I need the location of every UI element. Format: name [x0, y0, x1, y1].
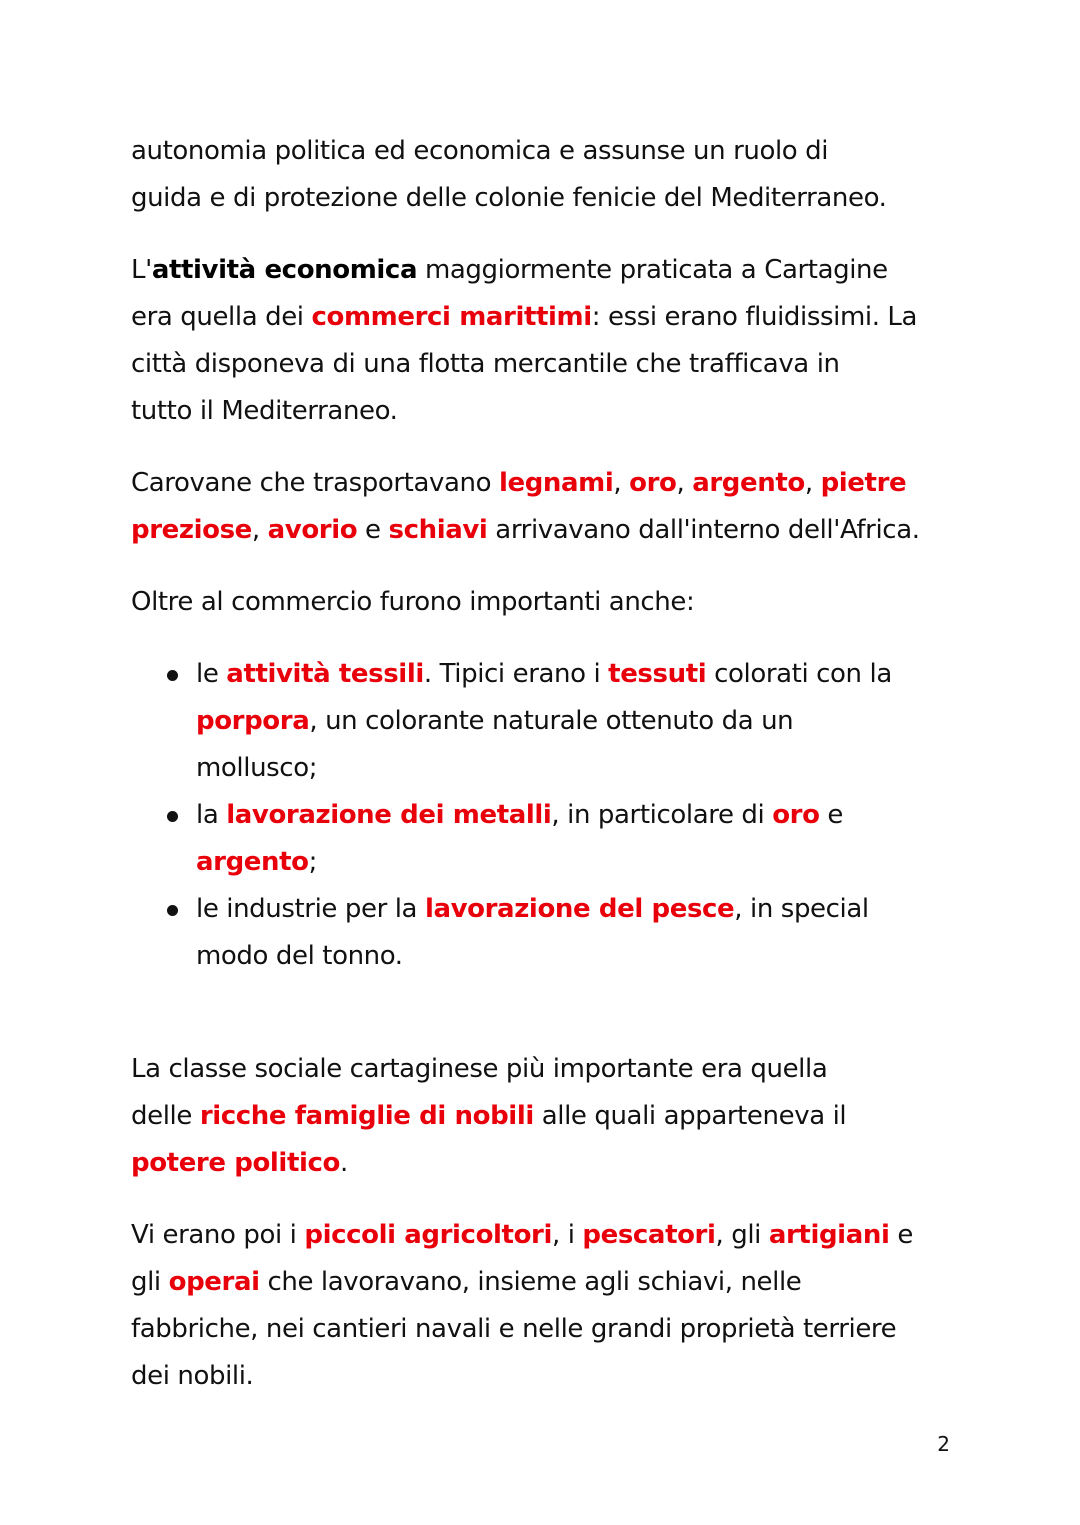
list-item	[131, 886, 951, 980]
text-line	[196, 839, 951, 886]
text-line	[131, 1093, 951, 1140]
text-line: guida e di protezione delle colonie fenicie del Mediterraneo.	[131, 183, 887, 213]
text-line	[196, 886, 951, 933]
text-line	[131, 1140, 951, 1187]
document-page	[131, 128, 951, 1425]
text-run: ,	[676, 468, 693, 498]
list-item	[131, 792, 951, 886]
highlight-term: operai	[168, 1267, 260, 1297]
text-run: e	[889, 1220, 913, 1250]
text-line	[196, 651, 951, 698]
text-run: L'	[131, 255, 152, 285]
text-run: delle	[131, 1101, 200, 1131]
text-run: , in particolare di	[551, 800, 773, 830]
paragraph-vi-erano	[131, 1212, 951, 1400]
text-line	[131, 1212, 951, 1259]
text-line	[196, 698, 951, 745]
highlight-term: legnami	[498, 468, 614, 498]
spacer	[131, 980, 951, 1046]
text-run: , un colorante naturale ottenuto da un	[309, 706, 794, 736]
highlight-term: argento	[692, 468, 805, 498]
text-line: città disponeva di una flotta mercantile che trafficava in	[131, 349, 840, 379]
text-run: , gli	[715, 1220, 769, 1250]
text-run: ,	[804, 468, 821, 498]
text-run: gli	[131, 1267, 169, 1297]
text-line: dei nobili.	[131, 1361, 254, 1391]
highlight-term: oro	[629, 468, 677, 498]
text-run: era quella dei	[131, 302, 312, 332]
text-run: che lavoravano, insieme agli schiavi, nelle	[259, 1267, 802, 1297]
text-run: ;	[308, 847, 317, 877]
highlight-term: oro	[772, 800, 820, 830]
text-run: , in special	[734, 894, 869, 924]
paragraph-oltre	[131, 579, 951, 626]
text-run: Carovane che trasportavano	[131, 468, 499, 498]
text-line: La classe sociale cartaginese più importante era quella	[131, 1054, 828, 1084]
text-run: la	[196, 800, 227, 830]
text-run: colorati con la	[706, 659, 892, 689]
highlight-term: lavorazione del pesce	[424, 894, 735, 924]
highlight-term: commerci marittimi	[311, 302, 592, 332]
text-run: e	[357, 515, 389, 545]
text-line: tutto il Mediterraneo.	[131, 396, 398, 426]
paragraph-autonomia	[131, 128, 951, 222]
paragraph-attivita-economica	[131, 247, 951, 435]
bullet-dot-icon	[167, 811, 178, 822]
highlight-term: porpora	[196, 706, 310, 736]
text-run: ,	[613, 468, 630, 498]
highlight-term: potere politico	[131, 1148, 340, 1178]
list-item	[131, 651, 951, 792]
text-line: autonomia politica ed economica e assunse un ruolo di	[131, 136, 829, 166]
text-line	[131, 247, 951, 294]
highlight-term: lavorazione dei metalli	[226, 800, 552, 830]
text-run: maggiormente praticata a Cartagine	[417, 255, 888, 285]
highlight-term: ricche famiglie di nobili	[199, 1101, 534, 1131]
highlight-term: argento	[196, 847, 309, 877]
text-run: .	[339, 1148, 348, 1178]
text-run: alle quali apparteneva il	[533, 1101, 847, 1131]
highlight-term: schiavi	[388, 515, 488, 545]
text-line	[131, 294, 951, 341]
highlight-term: attività tessili	[226, 659, 424, 689]
text-line	[131, 507, 951, 554]
text-run: e	[819, 800, 844, 830]
text-run: arrivavano dall'interno dell'Africa.	[487, 515, 920, 545]
paragraph-classe-sociale	[131, 1046, 951, 1187]
bullet-dot-icon	[167, 670, 178, 681]
highlight-term: avorio	[267, 515, 358, 545]
highlight-term: tessuti	[608, 659, 707, 689]
text-run: . Tipici erano i	[423, 659, 609, 689]
highlight-term: piccoli agricoltori	[304, 1220, 552, 1250]
page-number: 2	[937, 1432, 950, 1456]
text-run: ,	[251, 515, 268, 545]
highlight-term: preziose	[131, 515, 252, 545]
highlight-term: pescatori	[582, 1220, 716, 1250]
bold-term: attività economica	[151, 255, 418, 285]
text-run: le industrie per la	[196, 894, 425, 924]
highlight-term: pietre	[820, 468, 907, 498]
text-line: fabbriche, nei cantieri navali e nelle grandi proprietà terriere	[131, 1314, 897, 1344]
text-line: modo del tonno.	[196, 941, 403, 971]
bullet-dot-icon	[167, 905, 178, 916]
text-line	[131, 1259, 951, 1306]
text-line: mollusco;	[196, 753, 318, 783]
text-run: , i	[551, 1220, 583, 1250]
paragraph-carovane	[131, 460, 951, 554]
text-line	[196, 792, 951, 839]
text-run: le	[196, 659, 227, 689]
highlight-term: artigiani	[768, 1220, 890, 1250]
text-run: Vi erano poi i	[131, 1220, 305, 1250]
text-line: Oltre al commercio furono importanti anche:	[131, 587, 695, 617]
bullet-list	[131, 651, 951, 980]
text-line	[131, 460, 951, 507]
text-run: : essi erano fluidissimi. La	[591, 302, 918, 332]
